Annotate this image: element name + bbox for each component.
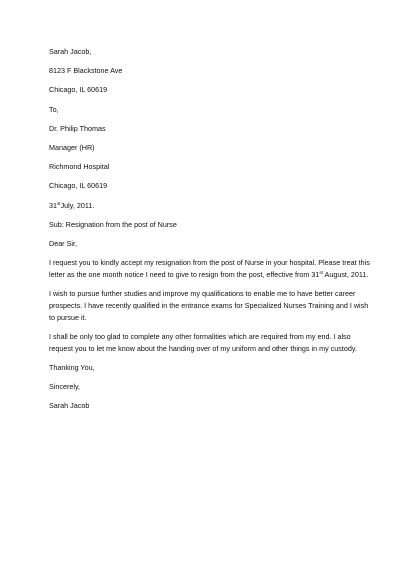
recipient-title: Manager (HR) [49, 142, 95, 152]
recipient-organization: Richmond Hospital [49, 162, 110, 172]
paragraph-line [49, 269, 369, 281]
date-rest: July, 2011. [60, 200, 95, 210]
paragraph-line: I request you to kindly accept my resignation from the post of Nurse in your hospital. Please treat this [49, 258, 370, 268]
closing-sincerely: Sincerely, [49, 382, 81, 391]
subject-line: Sub: Resignation from the post of Nurse [49, 219, 177, 229]
paragraph-reason [49, 288, 369, 323]
closing-thanks: Thanking You, [49, 362, 95, 372]
to-label: To, [49, 104, 59, 114]
recipient-city: Chicago, IL 60619 [49, 181, 108, 191]
date-suffix: st [57, 200, 61, 206]
sender-name: Sarah Jacob, [49, 47, 92, 56]
paragraph-line: request you to let me know about the handing over of my uniform and other things in my custody. [49, 343, 357, 353]
date-suffix: st [319, 269, 323, 275]
signature-name: Sarah Jacob [49, 401, 90, 411]
resignation-letter [49, 46, 370, 419]
paragraph-line: prospects. I have recently qualified in the entrance exams for Specialized Nurses Training and I wish [49, 300, 369, 310]
paragraph-formalities [49, 331, 361, 355]
sender-street: 8123 F Blackstone Ave [49, 66, 123, 76]
recipient-name: Dr. Philip Thomas [49, 123, 106, 133]
paragraph-line-part: letter as the one month notice I need to give to resign from the post, effective from 31 [49, 269, 320, 279]
sender-city: Chicago, IL 60619 [49, 85, 108, 95]
letter-date [49, 200, 361, 212]
date-day: 31 [49, 200, 57, 210]
salutation: Dear Sir, [49, 238, 77, 248]
paragraph-line: I wish to pursue further studies and improve my qualifications to enable me to have better career [49, 289, 356, 299]
paragraph-line-part: August, 2011. [324, 269, 369, 279]
paragraph-line: I shall be only too glad to complete any other formalities which are required from my end. I also [49, 331, 351, 341]
paragraph-line: to pursue it. [49, 312, 87, 322]
paragraph-resignation [49, 257, 370, 281]
